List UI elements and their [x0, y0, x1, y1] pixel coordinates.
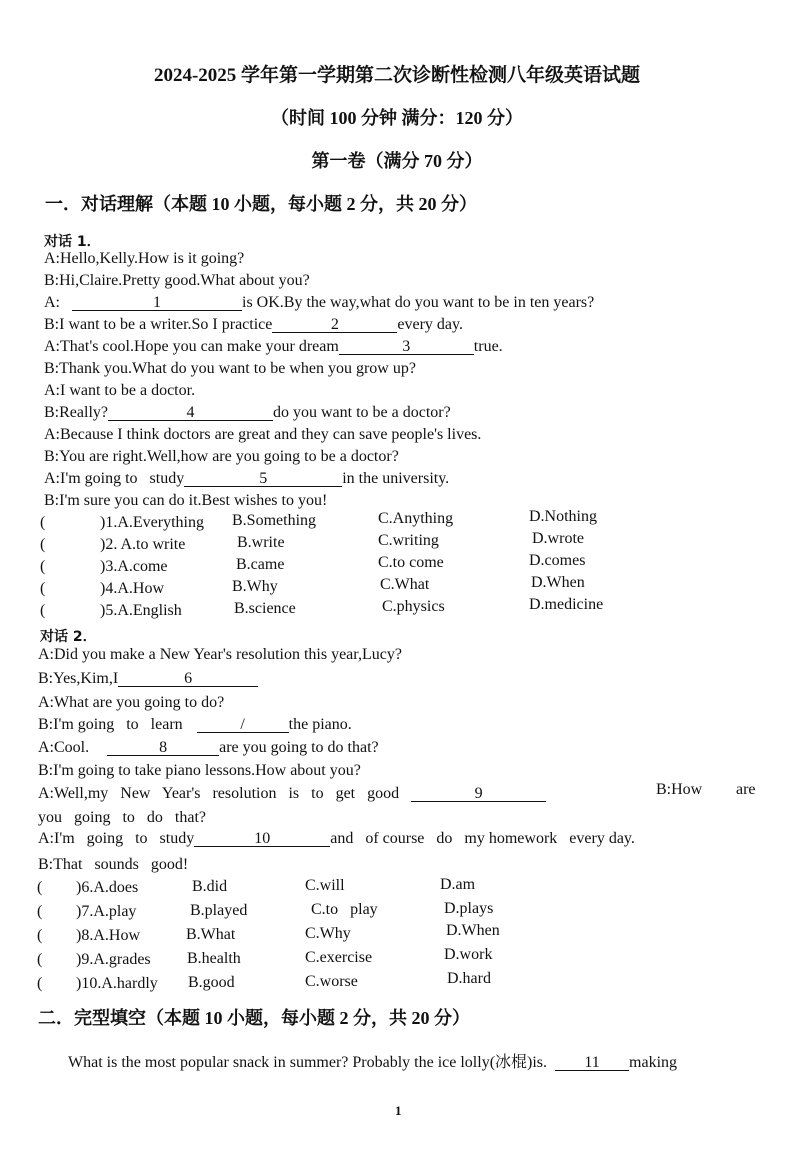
option-c: C.to play	[311, 901, 378, 918]
line-text: A:That's cool.Hope you can make your dream	[44, 338, 339, 355]
dialogue1-line	[44, 470, 449, 488]
option-b: B.Why	[232, 578, 278, 595]
dialogue1-line: A:Hello,Kelly.How is it going?	[44, 250, 245, 267]
option-d: D.hard	[447, 970, 491, 987]
blank-10[interactable]: 10	[194, 831, 330, 847]
dialogue1-line	[44, 316, 463, 334]
blank-5[interactable]: 5	[184, 471, 342, 487]
blank-2[interactable]: 2	[272, 317, 397, 333]
option-d: D.medicine	[529, 596, 604, 613]
line-text: A:	[44, 294, 60, 311]
exam-time-score: （时间 100 分钟 满分：120 分）	[271, 108, 523, 128]
blank-8[interactable]: 8	[107, 740, 219, 756]
option-d: D.Nothing	[529, 508, 597, 525]
option-b: B.did	[192, 878, 228, 895]
line-text: A:I'm going to study	[38, 830, 195, 847]
line-text: the piano.	[288, 716, 352, 733]
option-a: )4.A.How	[100, 580, 164, 597]
option-a: )8.A.How	[76, 927, 140, 944]
dialogue1-line: B:You are right.Well,how are you going to be a doctor?	[44, 448, 399, 465]
blank-3[interactable]: 3	[339, 339, 474, 355]
line-text: B:Yes,Kim,I	[38, 670, 119, 687]
option-b: B.played	[190, 902, 248, 919]
option-a: )2. A.to write	[100, 536, 186, 553]
answer-paren[interactable]: (	[37, 879, 43, 896]
option-d: D.am	[440, 876, 476, 893]
dialogue1-line	[44, 294, 594, 312]
option-b: B.write	[237, 534, 285, 551]
exam-title: 2024-2025 学年第一学期第二次诊断性检测八年级英语试题	[153, 65, 641, 86]
section1-heading: 一．对话理解（本题 10 小题，每小题 2 分，共 20 分）	[45, 194, 477, 214]
dialogue2-line-end: B:How	[656, 781, 703, 798]
dialogue2-line	[38, 830, 635, 848]
dialogue1-label: 对话 1．	[44, 234, 101, 250]
dialogue2-line	[38, 670, 258, 688]
blank-9[interactable]: 9	[411, 786, 546, 802]
option-d: D.comes	[529, 552, 586, 569]
dialogue2-line: B:I'm going to take piano lessons.How about you?	[38, 762, 361, 779]
option-a: )1.A.Everything	[100, 514, 204, 531]
option-c: C.will	[305, 877, 345, 894]
line-text: true.	[473, 338, 503, 355]
option-c: C.writing	[378, 532, 439, 549]
dialogue1-line	[44, 338, 503, 356]
line-text: B:I'm going to learn	[38, 716, 183, 733]
blank-1[interactable]: 1	[72, 295, 242, 311]
dialogue2-line	[38, 785, 546, 803]
dialogue1-line	[44, 404, 451, 422]
line-text: What is the most popular snack in summer? Probably the ice lolly(冰棍)is.	[68, 1054, 548, 1071]
answer-paren[interactable]: (	[40, 514, 46, 531]
dialogue2-line-end: are	[736, 781, 756, 798]
option-a: )5.A.English	[100, 602, 182, 619]
option-d: D.When	[531, 574, 585, 591]
dialogue2-line: B:That sounds good!	[38, 856, 189, 873]
line-text: in the university.	[342, 470, 450, 487]
option-c: C.What	[380, 576, 430, 593]
line-text: A:I'm going to study	[44, 470, 185, 487]
dialogue1-line: A:I want to be a doctor.	[44, 382, 196, 399]
line-text: making	[629, 1054, 678, 1071]
line-text: B:Really?	[44, 404, 108, 421]
line-text: every day.	[397, 316, 463, 333]
section2-heading: 二．完型填空（本题 10 小题，每小题 2 分，共 20 分）	[38, 1008, 470, 1028]
option-a: )7.A.play	[76, 903, 137, 920]
option-b: B.good	[188, 974, 235, 991]
option-a: )10.A.hardly	[76, 975, 158, 992]
dialogue1-line: A:Because I think doctors are great and they can save people's lives.	[44, 426, 482, 443]
part-title: 第一卷（满分 70 分）	[311, 151, 483, 171]
dialogue1-line: B:Thank you.What do you want to be when you grow up?	[44, 360, 416, 377]
option-c: C.Anything	[378, 510, 454, 527]
option-a: )6.A.does	[76, 879, 139, 896]
line-text: and of course do my homework every day.	[330, 830, 635, 847]
option-d: D.plays	[444, 900, 494, 917]
dialogue2-line: A:Did you make a New Year's resolution this year,Lucy?	[38, 646, 402, 663]
blank-6[interactable]: 6	[118, 671, 258, 687]
answer-paren[interactable]: (	[40, 580, 46, 597]
answer-paren[interactable]: (	[40, 558, 46, 575]
option-b: B.science	[234, 600, 296, 617]
answer-paren[interactable]: (	[37, 951, 43, 968]
answer-paren[interactable]: (	[40, 536, 46, 553]
line-text: is OK.By the way,what do you want to be in ten years?	[242, 294, 595, 311]
passage-line	[68, 1049, 677, 1072]
dialogue2-line	[38, 739, 379, 757]
dialogue1-line: B:I'm sure you can do it.Best wishes to you!	[44, 492, 328, 509]
dialogue2-label: 对话 2．	[40, 629, 97, 645]
dialogue1-line: B:Hi,Claire.Pretty good.What about you?	[44, 272, 310, 289]
line-text: do you want to be a doctor?	[272, 404, 451, 421]
option-b: B.What	[186, 926, 236, 943]
blank-11[interactable]: 11	[555, 1055, 629, 1071]
dialogue2-line	[38, 716, 352, 734]
option-c: C.exercise	[305, 949, 373, 966]
answer-paren[interactable]: (	[37, 975, 43, 992]
dialogue2-line: you going to do that?	[38, 809, 206, 826]
answer-paren[interactable]: (	[37, 927, 43, 944]
option-d: D.wrote	[532, 530, 584, 547]
blank-4[interactable]: 4	[108, 405, 273, 421]
option-b: B.came	[236, 556, 285, 573]
answer-paren[interactable]: (	[40, 602, 46, 619]
option-a: )9.A.grades	[76, 951, 151, 968]
page-number: 1	[395, 1103, 402, 1118]
option-d: D.work	[444, 946, 493, 963]
option-a: )3.A.come	[100, 558, 168, 575]
option-c: C.Why	[305, 925, 351, 942]
line-text: A:Well,my New Year's resolution is to get good	[38, 785, 400, 802]
dialogue2-line: A:What are you going to do?	[38, 694, 225, 711]
blank-7[interactable]: /	[197, 717, 289, 733]
line-text: A:Cool.	[38, 739, 90, 756]
option-d: D.When	[446, 922, 500, 939]
line-text: B:I want to be a writer.So I practice	[44, 316, 273, 333]
option-c: C.to come	[378, 554, 444, 571]
option-c: C.worse	[305, 973, 358, 990]
option-c: C.physics	[382, 598, 445, 615]
option-b: B.health	[187, 950, 241, 967]
option-b: B.Something	[232, 512, 317, 529]
line-text: are you going to do that?	[219, 739, 379, 756]
answer-paren[interactable]: (	[37, 903, 43, 920]
